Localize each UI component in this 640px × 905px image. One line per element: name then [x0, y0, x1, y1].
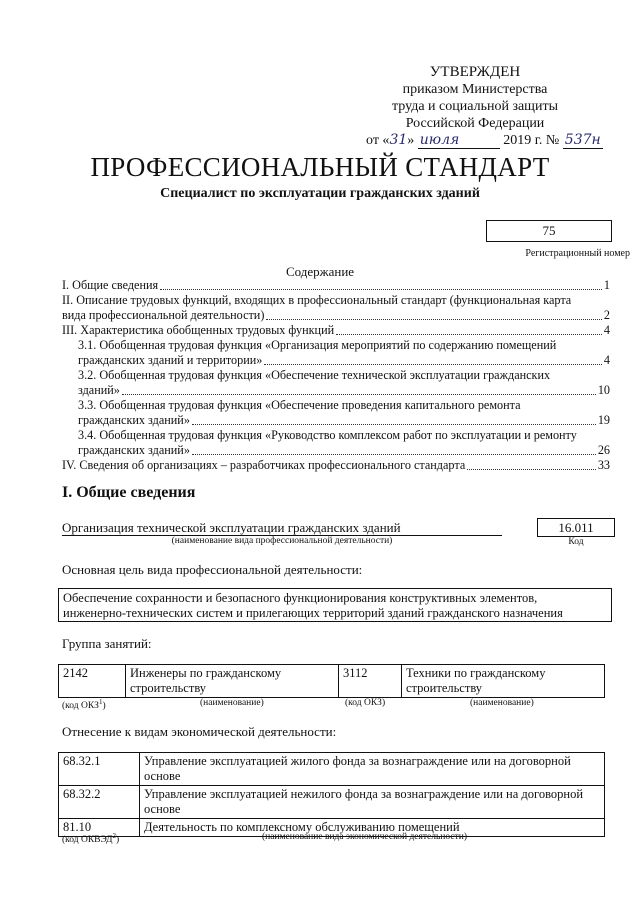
date-prefix: от « — [366, 133, 390, 148]
group-caption-code-b: (код ОКЗ) — [345, 698, 386, 708]
group-label: Группа занятий: — [62, 636, 152, 651]
goal-text-line: инженерно-технических систем и прилегающих территорий зданий гражданского назначения — [63, 606, 563, 620]
toc-item[interactable]: 3.2. Обобщенная трудовая функция «Обеспечение технической эксплуатации гражданских зданий» 10 — [78, 368, 610, 397]
toc-item[interactable]: 3.1. Обобщенная трудовая функция «Организация мероприятий по содержанию помещений гражданских зданий и территории» 4 — [78, 338, 610, 367]
section-heading: I. Общие сведения — [62, 484, 196, 501]
activity-code: 16.011 — [537, 518, 615, 537]
table-row — [59, 753, 605, 786]
date-month: июля — [418, 132, 500, 149]
goal-box — [58, 588, 612, 622]
toc-item[interactable]: I. Общие сведения 1 — [62, 278, 610, 292]
group-code: 3112 — [339, 665, 402, 698]
occupation-groups-table — [58, 664, 605, 698]
goal-text-line: Обеспечение сохранности и безопасного функционирования конструктивных элементов, — [63, 591, 538, 605]
toc-item[interactable]: III. Характеристика обобщенных трудовых функций 4 — [62, 323, 610, 337]
approval-date-line — [366, 132, 636, 149]
okved-name: Управление эксплуатацией жилого фонда за вознаграждение или на договорной основе — [140, 753, 605, 786]
toc-item[interactable]: IV. Сведения об организациях – разработчиках профессионального стандарта 33 — [62, 458, 610, 472]
group-name: Техники по гражданскому строительству — [402, 665, 605, 698]
group-caption-name-b: (наименование) — [470, 698, 534, 708]
registration-label: Регистрационный номер — [525, 248, 630, 259]
group-name: Инженеры по гражданскому строительству — [126, 665, 339, 698]
activity-name: Организация технической эксплуатации гражданских зданий — [62, 520, 502, 536]
code-caption: Код — [568, 537, 584, 547]
date-day: 31 — [389, 132, 408, 148]
group-caption-code: (код ОКЗ$^1$) — [62, 698, 106, 712]
approval-block — [360, 64, 590, 132]
okved-name: Деятельность по комплексному обслуживанию помещений — [140, 819, 605, 837]
contents-heading: Содержание — [285, 264, 355, 279]
page-subtitle: Специалист по эксплуатации гражданских зданий — [160, 186, 480, 201]
activity-caption: (наименование вида профессиональной деятельности) — [171, 536, 393, 546]
registration-number: 75 — [486, 220, 612, 242]
approval-title: УТВЕРЖДЕН — [429, 64, 521, 80]
table-row — [59, 665, 605, 698]
approval-line-2: труда и социальной защиты — [392, 99, 558, 114]
toc-item[interactable]: 3.3. Обобщенная трудовая функция «Обеспечение проведения капитального ремонта гражданских зданий» 19 — [78, 398, 610, 427]
approval-line-3: Российской Федерации — [405, 116, 545, 131]
toc-item[interactable]: II. Описание трудовых функций, входящих в профессиональный стандарт (функциональная карта вида профессиональной деятельности) 2 — [62, 293, 610, 322]
okved-name: Управление эксплуатацией нежилого фонда за вознаграждение или на договорной основе — [140, 786, 605, 819]
goal-label: Основная цель вида профессиональной деятельности: — [62, 562, 363, 577]
group-caption-name: (наименование) — [200, 698, 264, 708]
okved-code: 68.32.1 — [59, 753, 140, 786]
table-of-contents — [62, 278, 610, 473]
okved-code: 81.10 — [59, 819, 140, 837]
okved-caption-code: (код ОКВЭД$^2$) — [62, 832, 120, 846]
order-number: 537н — [564, 132, 601, 148]
okved-caption-name: (наименование вида экономической деятельности) — [262, 832, 467, 842]
okved-label: Отнесение к видам экономической деятельности: — [62, 724, 337, 739]
toc-item[interactable]: 3.4. Обобщенная трудовая функция «Руководство комплексом работ по эксплуатации и ремонту гражданских зданий» 26 — [78, 428, 610, 457]
table-row — [59, 786, 605, 819]
group-code: 2142 — [59, 665, 126, 698]
page-title: ПРОФЕССИОНАЛЬНЫЙ СТАНДАРТ — [90, 152, 550, 182]
date-year: 2019 г. № — [503, 133, 560, 148]
okved-table — [58, 752, 605, 837]
approval-line-1: приказом Министерства — [402, 82, 548, 97]
date-sep: » — [407, 133, 415, 148]
okved-code: 68.32.2 — [59, 786, 140, 819]
